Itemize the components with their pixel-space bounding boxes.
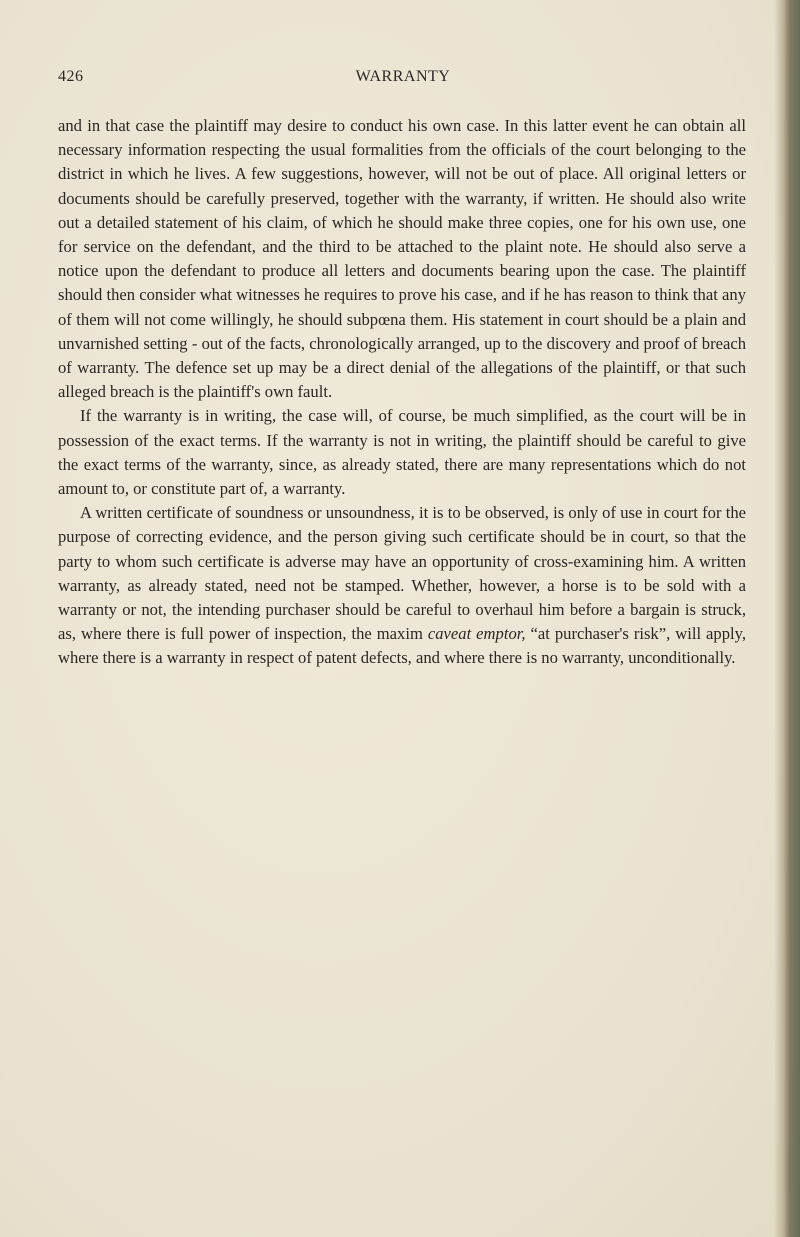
latin-maxim: caveat emptor, <box>427 624 526 644</box>
paragraph-2: If the warranty is in writing, the case will, of course, be much simplified, as the court will be in possession of the exact terms. If the warranty is not in writing, the plaintiff should be careful to give the exact terms of the warranty, since, as already stated, there are many representations which do not amount to, or constitute part of, a warranty. <box>58 406 746 499</box>
page-number: 426 <box>58 68 84 85</box>
paragraph-3-text-end: “at purchaser's risk”, will apply, where there is a warranty in respect of patent defects, and where there is no warranty, unconditionally. <box>58 624 746 668</box>
body-text <box>58 114 746 671</box>
page-header <box>58 68 748 92</box>
running-title: WARRANTY <box>355 68 451 85</box>
page-edge-shadow <box>774 0 800 1237</box>
paragraph-3-text-start: A written certificate of soundness or unsoundness, it is to be observed, is only of use in court for the purpose of correcting evidence, and the person giving such certificate should be in court, so that the party to whom such certificate is adverse may have an opportunity of cross-examining him. A written warranty, as already stated, need not be stamped. Whether, however, a horse is to be sold with a warranty or not, the intending purchaser should be careful to overhaul him before a bargain is struck, as, where there is full power of inspection, the maxim <box>58 503 746 644</box>
paragraph-1: and in that case the plaintiff may desire to conduct his own case. In this latter event he can obtain all necessary information respecting the usual formalities from the officials of the court belonging to the district in which he lives. A few suggestions, however, will not be out of place. All original letters or documents should be carefully preserved, together with the warranty, if written. He should also write out a detailed statement of his claim, of which he should make three copies, one for his own use, one for service on the defendant, and the third to be attached to the plaint note. He should also serve a notice upon the defendant to produce all letters and documents bearing upon the case. The plaintiff should then consider what witnesses he requires to prove his case, and if he has reason to think that any of them will not come willingly, he should subpœna them. His statement in court should be a plain and unvarnished setting - out of the facts, chronologically arranged, up to the discovery and proof of breach of warranty. The defence set up may be a direct denial of the allegations of the plaintiff, or that such alleged breach is the plaintiff's own fault. <box>58 116 746 402</box>
paragraph-3 <box>58 501 746 670</box>
